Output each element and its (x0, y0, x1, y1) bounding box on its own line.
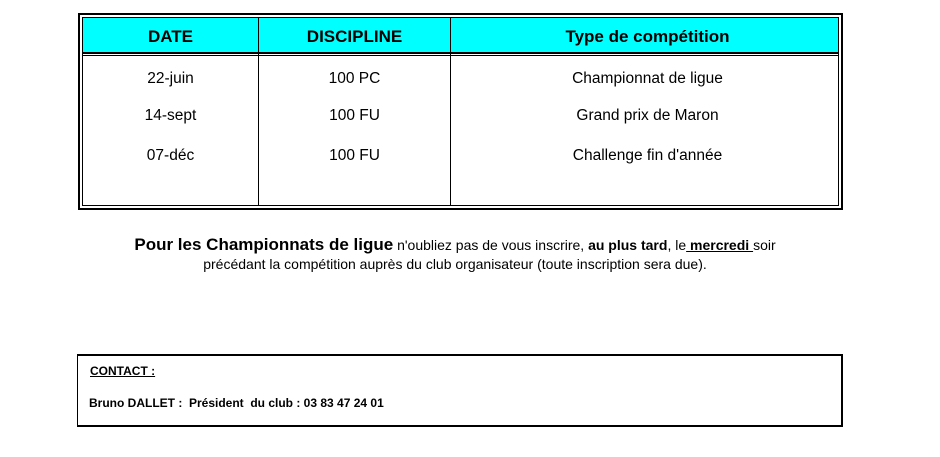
notice-text-2: , le (667, 237, 687, 253)
row-2-type: Grand prix de Maron (576, 107, 719, 124)
header-date: DATE (147, 27, 193, 46)
row-1-discipline: 100 PC (328, 70, 381, 87)
notice-emphasis: Pour les Championnats de ligue (134, 235, 394, 254)
row-3-discipline: 100 FU (329, 147, 380, 164)
header-discipline: DISCIPLINE (306, 27, 403, 46)
row-3-type: Challenge fin d'année (572, 147, 723, 164)
notice-text-3: soir (753, 237, 776, 253)
competition-table-inner (82, 17, 839, 206)
notice-line-2: précédant la compétition auprès du club organisateur (toute inscription sera due). (203, 256, 707, 272)
row-1-date: 22-juin (147, 70, 194, 87)
competition-table (78, 13, 843, 210)
header-type: Type de compétition (565, 27, 730, 46)
contact-label: CONTACT : (90, 364, 156, 378)
row-2-date: 14-sept (144, 107, 197, 124)
contact-details: Bruno DALLET : Président du club : 03 83 47 24 01 (89, 396, 384, 410)
row-3-date: 07-déc (146, 147, 195, 164)
row-1-type: Championnat de ligue (572, 70, 723, 87)
notice-day: mercredi (686, 237, 754, 253)
notice-deadline: au plus tard (588, 237, 668, 253)
registration-notice (60, 235, 850, 274)
header-separator (83, 54, 838, 56)
notice-line-1 (60, 235, 850, 255)
notice-text-1: n'oubliez pas de vous inscrire, (393, 237, 589, 253)
contact-box (77, 354, 843, 427)
row-2-discipline: 100 FU (329, 107, 380, 124)
